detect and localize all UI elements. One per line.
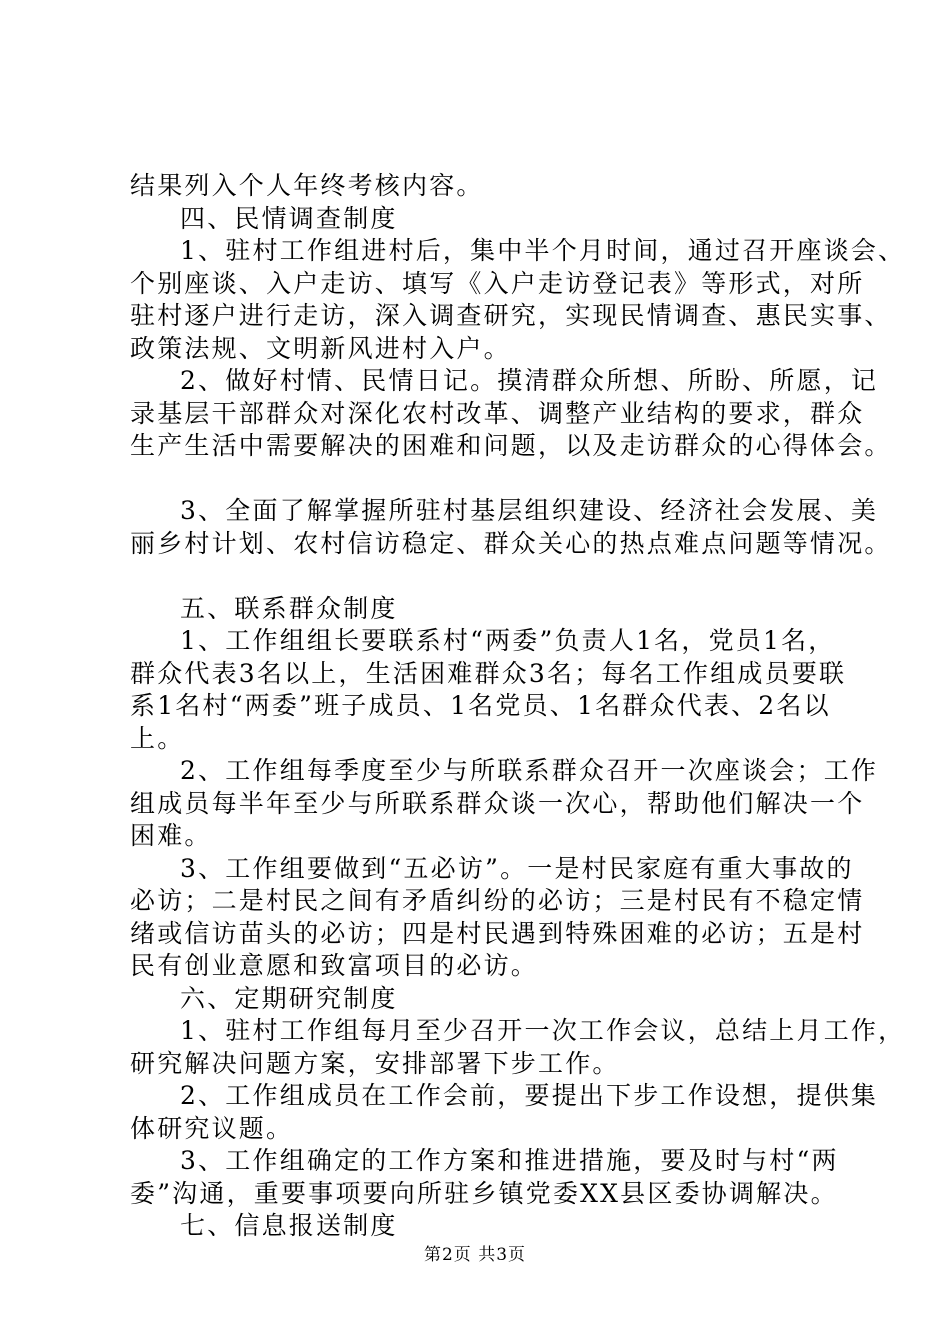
text-line: 3、工作组要做到“五必访”。一是村民家庭有重大事故的 [180, 853, 854, 883]
text-line: 2、工作组每季度至少与所联系群众召开一次座谈会；工作 [180, 756, 879, 785]
text-line: 2、工作组成员在工作会前，要提出下步工作设想，提供集 [180, 1081, 879, 1110]
text-line: 1、驻村工作组进村后，集中半个月时间，通过召开座谈会、 [180, 236, 906, 265]
text-line: 1、工作组组长要联系村“两委”负责人1名，党员1名， [180, 626, 836, 655]
text-line: 3、全面了解掌握所驻村基层组织建设、经济社会发展、美 [180, 496, 879, 525]
document-body [130, 170, 906, 1243]
text-line: 七、信息报送制度 [180, 1211, 398, 1240]
text-line: 录基层干部群众对深化农村改革、调整产业结构的要求，群众 [130, 398, 865, 428]
text-line: 结果列入个人年终考核内容。 [130, 171, 484, 200]
text-line: 委”沟通，重要事项要向所驻乡镇党委XX县区委协调解决。 [130, 1178, 838, 1208]
text-line: 生产生活中需要解决的困难和问题，以及走访群众的心得体会。 [130, 431, 892, 460]
text-line: 个别座谈、入户走访、填写《入户走访登记表》等形式，对所 [130, 268, 865, 298]
text-line: 民有创业意愿和致富项目的必访。 [130, 951, 539, 980]
text-line: 四、民情调查制度 [180, 203, 398, 233]
text-line: 丽乡村计划、农村信访稳定、群众关心的热点难点问题等情况。 [130, 528, 892, 558]
text-line: 系1名村“两委”班子成员、1名党员、1名群众代表、2名以 [130, 691, 831, 720]
text-line: 困难。 [130, 821, 212, 850]
text-line: 2、做好村情、民情日记。摸清群众所想、所盼、所愿，记 [180, 366, 879, 395]
text-line: 绪或信访苗头的必访；四是村民遇到特殊困难的必访；五是村 [130, 918, 865, 948]
text-line: 政策法规、文明新风进村入户。 [130, 333, 511, 363]
text-line: 必访；二是村民之间有矛盾纠纷的必访；三是村民有不稳定情 [130, 886, 865, 915]
text-line: 1、驻村工作组每月至少召开一次工作会议，总结上月工作， [180, 1016, 906, 1045]
text-line: 五、联系群众制度 [180, 593, 398, 623]
text-line: 六、定期研究制度 [180, 983, 398, 1013]
text-line: 研究解决问题方案，安排部署下步工作。 [130, 1048, 620, 1078]
text-line: 体研究议题。 [130, 1113, 294, 1143]
text-line: 上。 [130, 723, 185, 753]
page-number-label: 第2页 共3页 [423, 1245, 527, 1265]
text-line: 组成员每半年至少与所联系群众谈一次心，帮助他们解决一个 [130, 788, 865, 818]
text-line: 3、工作组确定的工作方案和推进措施，要及时与村“两 [180, 1146, 839, 1175]
text-line: 驻村逐户进行走访，深入调查研究，实现民情调查、惠民实事、 [130, 301, 892, 330]
text-line: 群众代表3名以上，生活困难群众3名；每名工作组成员要联 [130, 658, 847, 688]
page-footer [0, 1240, 950, 1265]
